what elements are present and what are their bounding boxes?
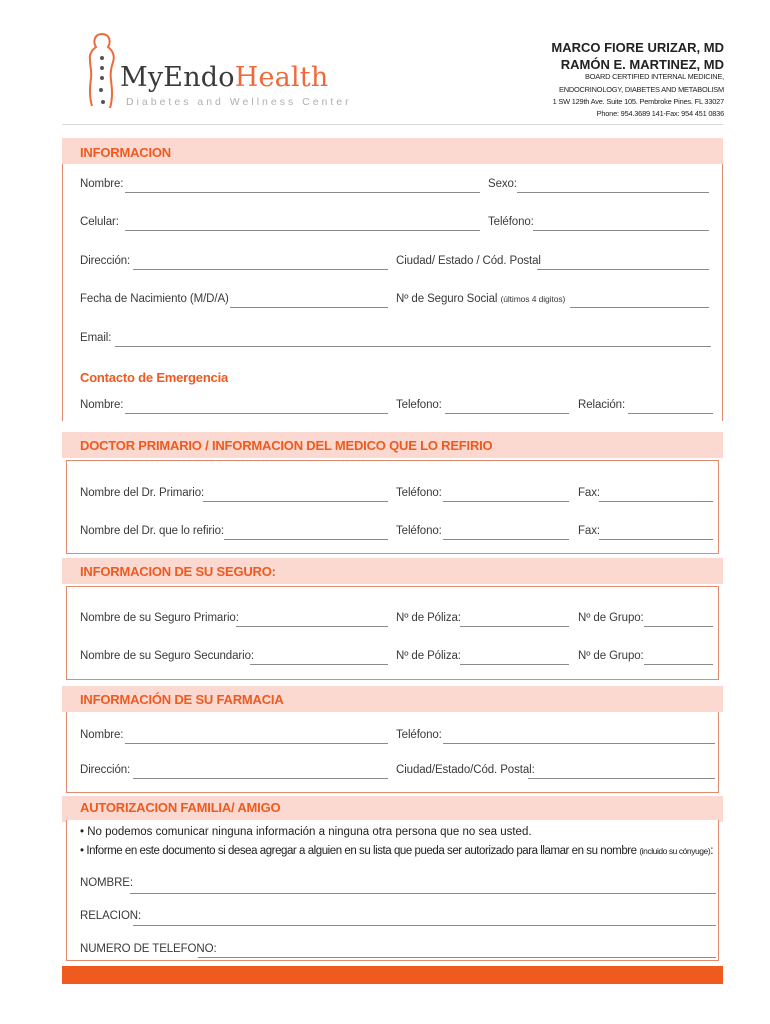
email-field[interactable] — [115, 346, 711, 347]
logo-subtitle: Diabetes and Wellness Center — [126, 96, 352, 108]
seguro-secundario-field[interactable] — [250, 664, 388, 665]
dr-refirio-telefono-label: Teléfono: — [396, 525, 442, 537]
auth-relacion-field[interactable] — [133, 925, 716, 926]
auth-nombre-field[interactable] — [130, 893, 716, 894]
auth-numero-label: NUMERO DE TELEFONO: — [80, 943, 217, 955]
seguro-secundario-poliza-field[interactable] — [460, 664, 569, 665]
auth-bullet-2 — [80, 845, 713, 857]
info-section-title: INFORMACION — [80, 145, 171, 160]
auth-nombre-label: NOMBRE: — [80, 877, 133, 889]
farmacia-nombre-field[interactable] — [125, 743, 388, 744]
nombre-field[interactable] — [125, 192, 480, 193]
farmacia-nombre-label: Nombre: — [80, 729, 124, 741]
doctor-section-title: DOCTOR PRIMARIO / INFORMACION DEL MEDICO QUE LO REFIRIO — [80, 438, 493, 453]
auth-bullet-2-text: • Informe en este documento si desea agregar a alguien en su lista que pueda ser autorizado para llamar en su nombre — [80, 845, 637, 857]
insurance-section-title: INFORMACION DE SU SEGURO: — [80, 564, 276, 579]
emergency-nombre-field[interactable] — [125, 413, 388, 414]
logo-name-part1: MyEndo — [120, 62, 235, 93]
dr-primario-telefono-label: Teléfono: — [396, 487, 442, 499]
seguro-primario-poliza-label: Nº de Póliza: — [396, 612, 461, 624]
emergency-relacion-field[interactable] — [628, 413, 713, 414]
seguro-primario-grupo-label: Nº de Grupo: — [578, 612, 644, 624]
farmacia-telefono-field[interactable] — [443, 743, 715, 744]
farmacia-direccion-label: Dirección: — [80, 764, 131, 776]
ciudad-label: Ciudad/ Estado / Cód. Postal — [396, 255, 541, 267]
auth-bullet-1: • No podemos comunicar ninguna información a ninguna otra persona que no sea usted. — [80, 826, 532, 838]
farmacia-ciudad-label: Ciudad/Estado/Cód. Postal: — [396, 764, 535, 776]
footer-bar — [62, 966, 723, 984]
doctor-name-1: MARCO FIORE URIZAR, MD — [551, 40, 724, 55]
dr-primario-telefono-field[interactable] — [443, 501, 569, 502]
certification-line-1: BOARD CERTIFIED INTERNAL MEDICINE, — [585, 72, 724, 81]
dr-primario-fax-field[interactable] — [599, 501, 713, 502]
dr-refirio-field[interactable] — [224, 539, 388, 540]
clinic-address: 1 SW 129th Ave. Suite 105. Pembroke Pines. FL 33027 — [552, 97, 724, 106]
logo-name — [120, 62, 328, 93]
dr-primario-field[interactable] — [203, 501, 388, 502]
dr-refirio-fax-label: Fax: — [578, 525, 600, 537]
seguro-secundario-grupo-field[interactable] — [644, 664, 713, 665]
seguro-primario-poliza-field[interactable] — [460, 626, 569, 627]
direccion-label: Dirección: — [80, 255, 131, 267]
auth-box — [66, 820, 719, 961]
celular-field[interactable] — [125, 230, 480, 231]
emergency-telefono-label: Telefono: — [396, 399, 442, 411]
farmacia-telefono-label: Teléfono: — [396, 729, 442, 741]
seguro-secundario-poliza-label: Nº de Póliza: — [396, 650, 461, 662]
emergency-telefono-field[interactable] — [445, 413, 569, 414]
emergency-relacion-label: Relación: — [578, 399, 626, 411]
nombre-label: Nombre: — [80, 178, 124, 190]
certification-line-2: ENDOCRINOLOGY, DIABETES AND METABOLISM — [558, 85, 724, 94]
logo-figure-icon — [80, 30, 122, 112]
pharmacy-box — [66, 712, 719, 793]
ciudad-field[interactable] — [537, 269, 709, 270]
auth-bullet-2-note: (incluido su cónyuge) — [639, 846, 711, 856]
auth-relacion-label: RELACION: — [80, 910, 142, 922]
farmacia-direccion-field[interactable] — [133, 778, 388, 779]
insurance-box — [66, 586, 719, 680]
fecha-nacimiento-field[interactable] — [230, 307, 388, 308]
clinic-phone: Phone: 954.3689 141-Fax: 954 451 0836 — [596, 109, 724, 118]
dr-refirio-telefono-field[interactable] — [443, 539, 569, 540]
telefono-field[interactable] — [533, 230, 709, 231]
seguro-secundario-grupo-label: Nº de Grupo: — [578, 650, 644, 662]
logo-name-part2: Health — [234, 62, 329, 93]
seguro-social-text: Nº de Seguro Social — [396, 293, 498, 305]
seguro-social-label — [396, 293, 565, 305]
auth-section-title: AUTORIZACION FAMILIA/ AMIGO — [80, 800, 281, 815]
email-label: Email: — [80, 332, 112, 344]
seguro-social-note: (últimos 4 digitos) — [500, 294, 566, 304]
doctor-name-2: RAMÓN E. MARTINEZ, MD — [560, 57, 724, 72]
celular-label: Celular: — [80, 216, 119, 228]
sexo-label: Sexo: — [488, 178, 517, 190]
sexo-field[interactable] — [517, 192, 709, 193]
seguro-primario-label: Nombre de su Seguro Primario: — [80, 612, 239, 624]
auth-bullet-2-end: : — [710, 845, 713, 857]
seguro-secundario-label: Nombre de su Seguro Secundario: — [80, 650, 254, 662]
fecha-nacimiento-label: Fecha de Nacimiento (M/D/A) — [80, 293, 229, 305]
emergency-contact-title: Contacto de Emergencia — [80, 370, 229, 385]
telefono-label: Teléfono: — [488, 216, 534, 228]
pharmacy-section-title: INFORMACIÓN DE SU FARMACIA — [80, 692, 284, 707]
dr-primario-fax-label: Fax: — [578, 487, 600, 499]
dr-refirio-fax-field[interactable] — [599, 539, 713, 540]
direccion-field[interactable] — [133, 269, 388, 270]
emergency-nombre-label: Nombre: — [80, 399, 124, 411]
seguro-social-field[interactable] — [570, 307, 709, 308]
header-divider — [62, 124, 723, 125]
seguro-primario-grupo-field[interactable] — [644, 626, 713, 627]
dr-refirio-label: Nombre del Dr. que lo refirio: — [80, 525, 225, 537]
auth-numero-field[interactable] — [198, 957, 716, 958]
seguro-primario-field[interactable] — [236, 626, 388, 627]
dr-primario-label: Nombre del Dr. Primario: — [80, 487, 205, 499]
farmacia-ciudad-field[interactable] — [528, 778, 715, 779]
